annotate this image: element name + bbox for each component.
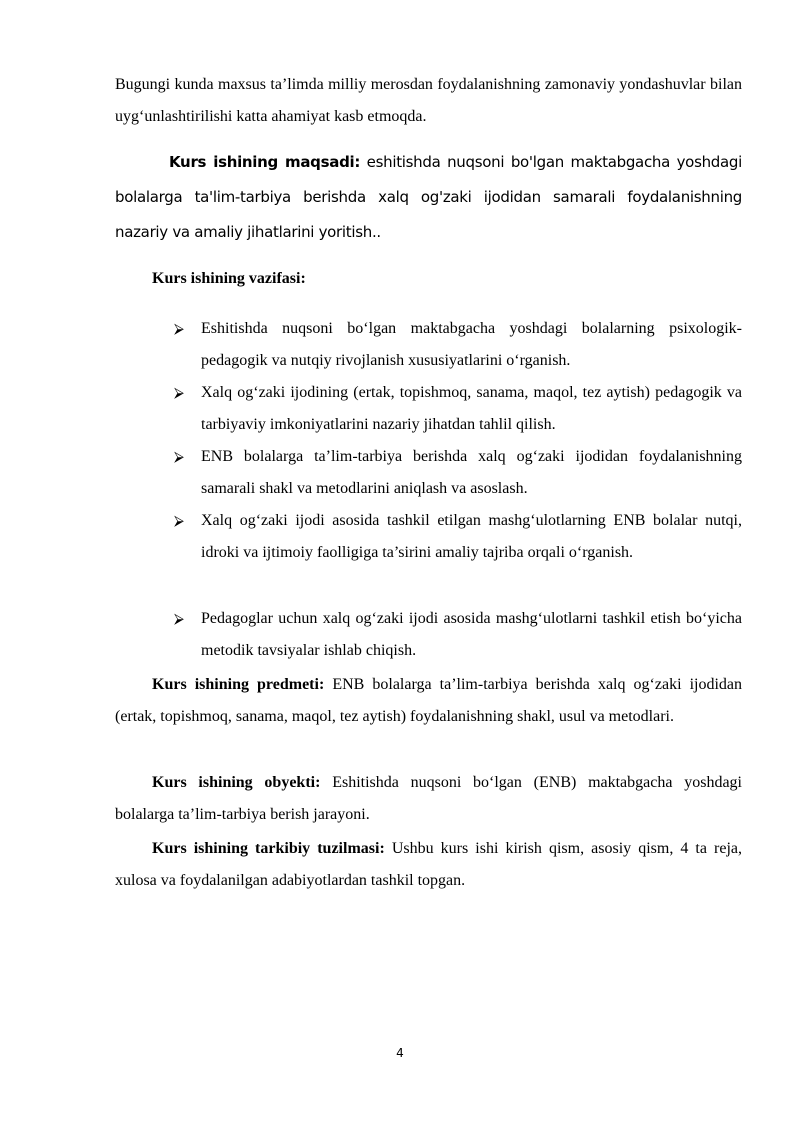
goal-paragraph bbox=[115, 145, 742, 250]
subject-paragraph bbox=[115, 669, 742, 733]
goal-label: Kurs ishining maqsadi: bbox=[169, 153, 361, 171]
arrowhead-right-icon: ⮚ bbox=[174, 385, 184, 401]
task-item-text: Xalq og‘zaki ijodining (ertak, topishmoq, sanama, maqol, tez aytish) pedagogik va tarbiyaviy imkoniyatlarini nazariy jihatdan tahlil qilish. bbox=[201, 384, 742, 433]
task-item-text: Eshitishda nuqsoni bo‘lgan maktabgacha yoshdagi bolalarning psixologik-pedagogik va nutqiy rivojlanish xususiyatlarini o‘rganish. bbox=[201, 320, 742, 369]
arrowhead-right-icon: ⮚ bbox=[174, 513, 184, 529]
task-item-text: Pedagoglar uchun xalq og‘zaki ijodi asosida mashg‘ulotlarni tashkil etish bo‘yicha metodik tavsiyalar ishlab chiqish. bbox=[201, 610, 742, 659]
object-label: Kurs ishining obyekti: bbox=[152, 774, 321, 791]
page-number: 4 bbox=[396, 1046, 404, 1060]
subject-label: Kurs ishining predmeti: bbox=[152, 676, 325, 693]
task-item-1 bbox=[174, 313, 742, 377]
intro-text: Bugungi kunda maxsus ta’limda milliy merosdan foydalanishning zamonaviy yondashuvlar bilan uyg‘unlashtirilishi katta ahamiyat kasb etmoqda. bbox=[115, 76, 742, 125]
arrowhead-right-icon: ⮚ bbox=[174, 321, 184, 337]
task-item-3 bbox=[174, 441, 742, 505]
task-item-2 bbox=[174, 377, 742, 441]
task-item-text: ENB bolalarga ta’lim-tarbiya berishda xalq og‘zaki ijodidan foydalanishning samarali shakl va metodlarini aniqlash va asoslash. bbox=[201, 448, 742, 497]
arrowhead-right-icon: ⮚ bbox=[174, 611, 184, 627]
structure-text: Ushbu kurs ishi kirish qism, asosiy qism, 4 ta reja, xulosa va foydalanilgan adabiyotlardan tashkil topgan. bbox=[115, 840, 743, 889]
structure-paragraph bbox=[115, 833, 742, 897]
object-paragraph bbox=[115, 767, 742, 831]
object-text: Eshitishda nuqsoni bo‘lgan (ENB) maktabgacha yoshdagi bolalarga ta’lim-tarbiya berish jarayoni. bbox=[115, 774, 742, 823]
task-item-5 bbox=[174, 603, 742, 667]
subject-text: ENB bolalarga ta’lim-tarbiya berishda xalq og‘zaki ijodidan (ertak, topishmoq, sanama, maqol, tez aytish) foydalanishning shakl, usul va metodlari. bbox=[115, 676, 743, 725]
task-item-text: Xalq og‘zaki ijodi asosida tashkil etilgan mashg‘ulotlarning ENB bolalar nutqi, idroki va ijtimoiy faolligiga ta’sirini amaliy tajriba orqali o‘rganish. bbox=[201, 512, 742, 561]
structure-label: Kurs ishining tarkibiy tuzilmasi: bbox=[152, 840, 385, 857]
task-item-4 bbox=[174, 505, 742, 569]
intro-paragraph bbox=[115, 69, 742, 133]
goal-text: eshitishda nuqsoni bo'lgan maktabgacha yoshdagi bolalarga ta'lim-tarbiya berishda xalq og'zaki ijodidan samarali foydalanishning nazariy va amaliy jihatlarini yoritish.. bbox=[115, 153, 742, 241]
arrowhead-right-icon: ⮚ bbox=[174, 449, 184, 465]
tasks-heading: Kurs ishining vazifasi: bbox=[152, 270, 306, 287]
